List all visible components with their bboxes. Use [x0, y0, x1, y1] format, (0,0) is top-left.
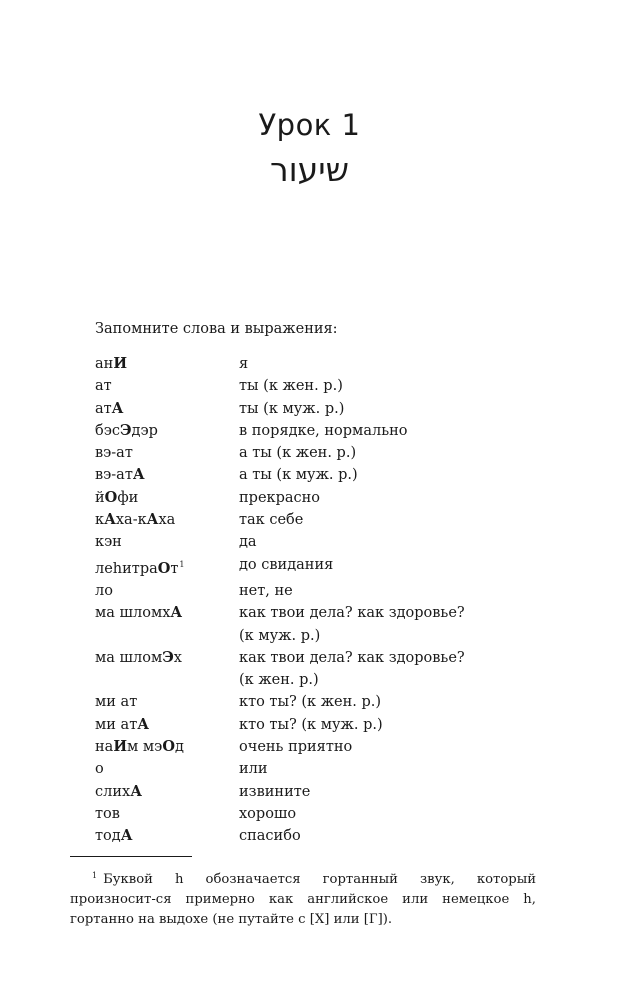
stressed-letter: А: [137, 715, 150, 733]
word-part: вэ-ат: [95, 467, 133, 484]
word-part: леhитра: [95, 560, 158, 577]
translation-line: ты (к жен. р.): [239, 378, 343, 395]
word-part: ло: [95, 582, 113, 599]
vocab-translation: [239, 691, 535, 713]
translation-line: (к жен. р.): [239, 672, 319, 689]
vocab-word: [95, 442, 239, 464]
vocab-row: [95, 803, 535, 825]
vocab-row: [95, 580, 535, 602]
stressed-letter: О: [162, 738, 175, 756]
vocab-translation: [239, 442, 535, 464]
vocab-word: [95, 398, 239, 420]
vocab-word: [95, 487, 239, 509]
word-part: ми ат: [95, 716, 138, 733]
footnote-divider: [70, 856, 192, 857]
vocab-word: [95, 580, 239, 602]
word-part: д: [174, 739, 184, 756]
translation-line: нет, не: [239, 582, 293, 599]
translation-line: кто ты? (к жен. р.): [239, 694, 382, 711]
word-part: бэс: [95, 422, 120, 439]
vocab-row: [95, 420, 535, 442]
stressed-letter: А: [111, 399, 124, 417]
translation-line: очень приятно: [239, 739, 353, 756]
word-part: й: [95, 489, 105, 506]
vocab-translation: [239, 398, 535, 420]
word-part: т: [170, 560, 179, 577]
word-part: ат: [95, 400, 112, 417]
vocab-word: [95, 602, 239, 647]
word-part: на: [95, 739, 114, 756]
vocab-word: [95, 420, 239, 442]
translation-line: я: [239, 356, 249, 372]
vocab-word: [95, 375, 239, 397]
stressed-letter: И: [113, 355, 128, 372]
vocab-row: [95, 464, 535, 486]
word-part: кэн: [95, 534, 122, 551]
footnote: [70, 866, 536, 930]
vocab-translation: [239, 758, 535, 780]
word-part: ми ат: [95, 694, 138, 711]
intro-text: Запомните слова и выражения:: [95, 321, 338, 337]
stressed-letter: А: [130, 782, 142, 800]
stressed-letter: А: [104, 511, 116, 529]
word-part: вэ-ат: [95, 445, 133, 462]
vocab-translation: [239, 714, 535, 736]
word-part: дэр: [131, 422, 158, 439]
word-part: тов: [95, 805, 120, 822]
vocab-translation: [239, 825, 535, 847]
vocab-translation: [239, 736, 535, 758]
footnote-reference: 1: [179, 559, 185, 569]
vocab-row: [95, 442, 535, 464]
vocab-word: [95, 531, 239, 553]
word-part: ат: [95, 378, 112, 395]
stressed-letter: И: [113, 738, 128, 756]
word-part: слих: [95, 783, 131, 800]
vocab-row: [95, 398, 535, 420]
vocabulary-list: [95, 353, 535, 848]
word-part: тод: [95, 828, 121, 845]
vocab-row: [95, 602, 535, 647]
stressed-letter: А: [170, 604, 183, 622]
vocab-word: [95, 647, 239, 692]
vocab-word: [95, 554, 239, 580]
vocab-row: [95, 736, 535, 758]
vocab-word: [95, 803, 239, 825]
vocab-translation: [239, 531, 535, 553]
vocab-translation: [239, 509, 535, 531]
vocab-word: [95, 509, 239, 531]
vocab-translation: [239, 647, 535, 692]
word-part: ха: [158, 512, 176, 529]
lesson-title: Урок 1: [258, 108, 361, 142]
lesson-hebrew-title: שיעור: [269, 150, 350, 189]
stressed-letter: А: [146, 511, 159, 529]
vocab-row: [95, 353, 535, 375]
stressed-letter: Э: [162, 648, 174, 666]
translation-line: в порядке, нормально: [239, 422, 408, 439]
vocab-word: [95, 464, 239, 486]
vocab-word: [95, 825, 239, 847]
vocab-translation: [239, 580, 535, 602]
translation-line: да: [239, 534, 257, 551]
word-part: ан: [95, 356, 114, 372]
word-part: фи: [117, 489, 139, 506]
vocab-word: [95, 353, 239, 375]
vocab-translation: [239, 487, 535, 509]
word-part: ха-к: [115, 512, 147, 529]
vocab-row: [95, 647, 535, 692]
word-part: м мэ: [127, 739, 163, 756]
stressed-letter: Э: [119, 421, 132, 439]
vocab-word: [95, 714, 239, 736]
vocab-row: [95, 714, 535, 736]
vocab-translation: [239, 464, 535, 486]
translation-line: спасибо: [239, 828, 301, 845]
vocab-word: [95, 691, 239, 713]
vocab-translation: [239, 353, 535, 375]
word-part: ма шлом: [95, 649, 163, 666]
vocab-translation: [239, 781, 535, 803]
translation-line: до свидания: [239, 556, 334, 573]
footnote-text: Буквой h обозначается гортанный звук, который произносит-ся примерно как английское или немецкое h, гортанно на выдохе (не путайте с [Х] или [Г]).: [70, 872, 536, 927]
vocab-row: [95, 375, 535, 397]
vocab-row: [95, 554, 535, 580]
vocab-row: [95, 691, 535, 713]
stressed-letter: А: [132, 466, 145, 484]
translation-line: или: [239, 761, 268, 778]
translation-line: извините: [239, 783, 311, 800]
vocab-translation: [239, 803, 535, 825]
stressed-letter: А: [120, 827, 133, 845]
vocab-row: [95, 758, 535, 780]
vocab-row: [95, 781, 535, 803]
translation-line: как твои дела? как здоровье?: [239, 605, 465, 622]
vocab-row: [95, 509, 535, 531]
vocab-word: [95, 736, 239, 758]
stressed-letter: О: [157, 559, 171, 577]
word-part: ма шломх: [95, 605, 171, 622]
translation-line: как твои дела? как здоровье?: [239, 649, 465, 666]
translation-line: так себе: [239, 512, 304, 529]
word-part: о: [95, 761, 104, 778]
vocab-translation: [239, 554, 535, 580]
vocab-translation: [239, 602, 535, 647]
vocab-word: [95, 758, 239, 780]
footnote-mark: 1: [92, 871, 98, 880]
vocab-translation: [239, 375, 535, 397]
translation-line: ты (к муж. р.): [239, 400, 345, 417]
translation-line: а ты (к муж. р.): [239, 467, 358, 484]
vocab-word: [95, 781, 239, 803]
translation-line: хорошо: [239, 805, 297, 822]
vocab-row: [95, 531, 535, 553]
vocab-row: [95, 487, 535, 509]
translation-line: прекрасно: [239, 489, 321, 506]
translation-line: (к муж. р.): [239, 627, 321, 644]
translation-line: кто ты? (к муж. р.): [239, 716, 383, 733]
word-part: х: [173, 649, 182, 666]
word-part: к: [95, 512, 105, 529]
vocab-row: [95, 825, 535, 847]
vocab-translation: [239, 420, 535, 442]
translation-line: а ты (к жен. р.): [239, 445, 357, 462]
stressed-letter: О: [104, 488, 118, 506]
